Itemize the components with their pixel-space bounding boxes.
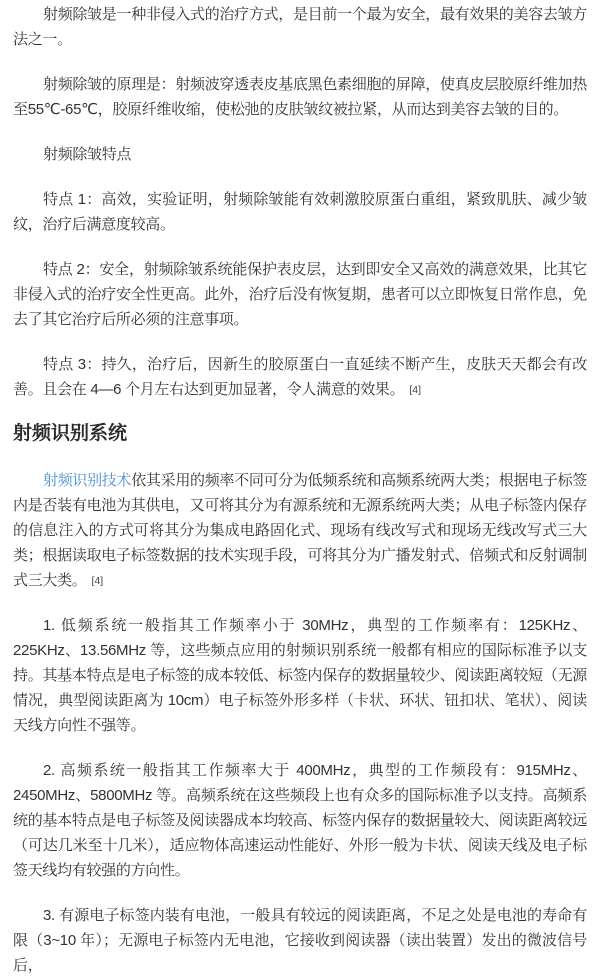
paragraph-active-passive-tags: 3. 有源电子标签内装有电池，一般具有较远的阅读距离，不足之处是电池的寿命有限（3~10 年）；无源电子标签内无电池，它接收到阅读器（读出装置）发出的微波信号后， bbox=[13, 907, 587, 974]
paragraph-features-title: 射频除皱特点 bbox=[43, 146, 132, 163]
paragraph-feature-2: 特点 2：安全，射频除皱系统能保护表皮层，达到即安全又高效的满意效果，比其它非侵入式的治疗安全性更高。此外，治疗后没有恢复期，患者可以立即恢复日常作息，免去了其它治疗后所必须的注意事项。 bbox=[13, 261, 587, 328]
citation-ref-4[interactable]: [4] bbox=[91, 575, 104, 587]
paragraph-high-frequency-systems: 2. 高频系统一般指其工作频率大于 400MHz，典型的工作频段有：915MHz、2450MHz、5800MHz 等。高频系统在这些频段上也有众多的国际标准予以支持。高频系统的基本特点是电子标签及阅读器成本均较高、标签内保存的数据量较大、阅读距离较远（可达几米至十几米），适应物体高速运动性能好、外形一般为卡状、阅读天线及电子标签天线均有较强的方向性。 bbox=[13, 762, 587, 879]
paragraph-rfid-overview bbox=[13, 468, 587, 593]
section-heading-rfid-system: 射频识别系统 bbox=[13, 423, 128, 444]
feature-3-text: 特点 3：持久，治疗后，因新生的胶原蛋白一直延续不断产生，皮肤天天都会有改善。且会在 4—6 个月左右达到更加显著，令人满意的效果。 bbox=[13, 356, 587, 398]
rfid-technology-link[interactable]: 射频识别技术 bbox=[43, 472, 132, 489]
paragraph-feature-1: 特点 1：高效，实验证明，射频除皱能有效刺激胶原蛋白重组，紧致肌肤、减少皱纹，治疗后满意度较高。 bbox=[13, 191, 587, 233]
citation-ref-4[interactable]: [4] bbox=[409, 384, 422, 396]
paragraph-principle: 射频除皱的原理是：射频波穿透表皮基底黑色素细胞的屏障，使真皮层胶原纤维加热至55℃-65℃，胶原纤维收缩，使松弛的皮肤皱纹被拉紧，从而达到美容去皱的目的。 bbox=[13, 76, 587, 118]
paragraph-intro: 射频除皱是一种非侵入式的治疗方式，是目前一个最为安全，最有效果的美容去皱方法之一。 bbox=[13, 6, 587, 48]
rfid-overview-text: 依其采用的频率不同可分为低频系统和高频系统两大类；根据电子标签内是否装有电池为其供电，又可将其分为有源系统和无源系统两大类；从电子标签内保存的信息注入的方式可将其分为集成电路固化式、现场有线改写式和现场无线改写式三大类；根据读取电子标签数据的技术实现手段，可将其分为广播发射式、倍频式和反射调制式三大类。 bbox=[13, 472, 587, 589]
paragraph-feature-3 bbox=[13, 352, 587, 402]
paragraph-low-frequency-systems: 1. 低频系统一般指其工作频率小于 30MHz，典型的工作频率有：125KHz、225KHz、13.56MHz 等，这些频点应用的射频识别系统一般都有相应的国际标准予以支持。其基本特点是电子标签的成本较低、标签内保存的数据量较少、阅读距离较短（无源情况，典型阅读距离为 10cm）电子标签外形多样（卡状、环状、钮扣状、笔状）、阅读天线方向性不强等。 bbox=[13, 617, 587, 734]
article-body bbox=[13, 2, 587, 978]
